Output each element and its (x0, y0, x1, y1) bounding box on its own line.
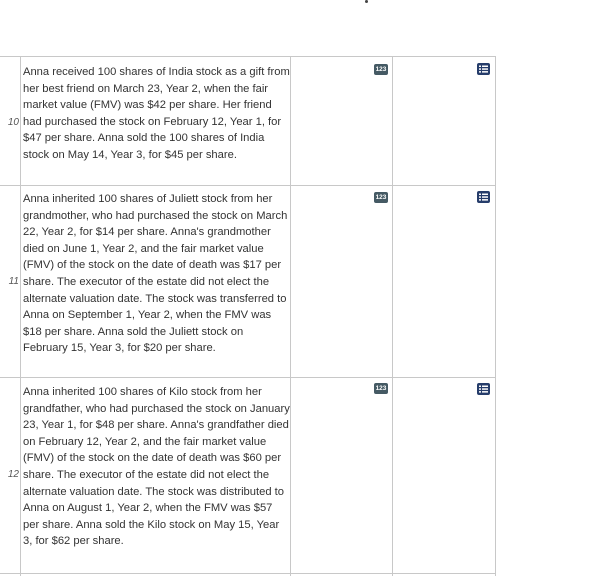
numeric-entry-button[interactable]: 123 (375, 194, 387, 201)
table-line (20, 56, 21, 576)
table-line (392, 56, 393, 576)
row-number: 10 (7, 117, 19, 128)
row-number: 12 (7, 469, 19, 480)
table-line (495, 56, 496, 576)
table-line (0, 56, 496, 57)
list-icon[interactable] (477, 63, 490, 75)
table-line (0, 185, 496, 186)
table-line (0, 573, 496, 574)
question-text: Anna inherited 100 shares of Kilo stock from her grandfather, who had purchased the stock on January 23, Year 1, for $48 per share. Anna's grandfather died on February 12, Year 2, and the fair market value (FMV) of the stock on the date of death was $60 per share. The executor of the estate did not elect the alternate valuation date. The stock was distributed to Anna on August 1, Year 2, when the FMV was $57 per share. Anna sold the Kilo stock on May 15, Year 3, for $62 per share. (23, 386, 290, 548)
numeric-entry-button[interactable]: 123 (375, 66, 387, 73)
question-text: Anna received 100 shares of India stock as a gift from her best friend on March 23, Year 2, when the fair market value (FMV) was $42 per share. Her friend had purchased the stock on February 12, Year 1, for $47 per share. Anna sold the 100 shares of India stock on May 14, Year 3, for $45 per share. (23, 66, 290, 161)
list-icon[interactable] (477, 383, 490, 395)
page-dot (365, 0, 368, 3)
question-text: Anna inherited 100 shares of Juliett stock from her grandmother, who had purchased the stock on March 22, Year 2, for $14 per share. Anna's grandmother died on June 1, Year 2, and the fair market value (FMV) of the stock on the date of death was $17 per share. The executor of the estate did not elect the alternate valuation date. The stock was transferred to Anna on September 1, Year 2, when the FMV was $18 per share. Anna sold the Juliett stock on February 15, Year 3, for $20 per share. (23, 193, 288, 355)
numeric-entry-button[interactable]: 123 (375, 385, 387, 392)
list-icon[interactable] (477, 191, 490, 203)
table-line (0, 377, 496, 378)
row-number: 11 (8, 276, 19, 287)
